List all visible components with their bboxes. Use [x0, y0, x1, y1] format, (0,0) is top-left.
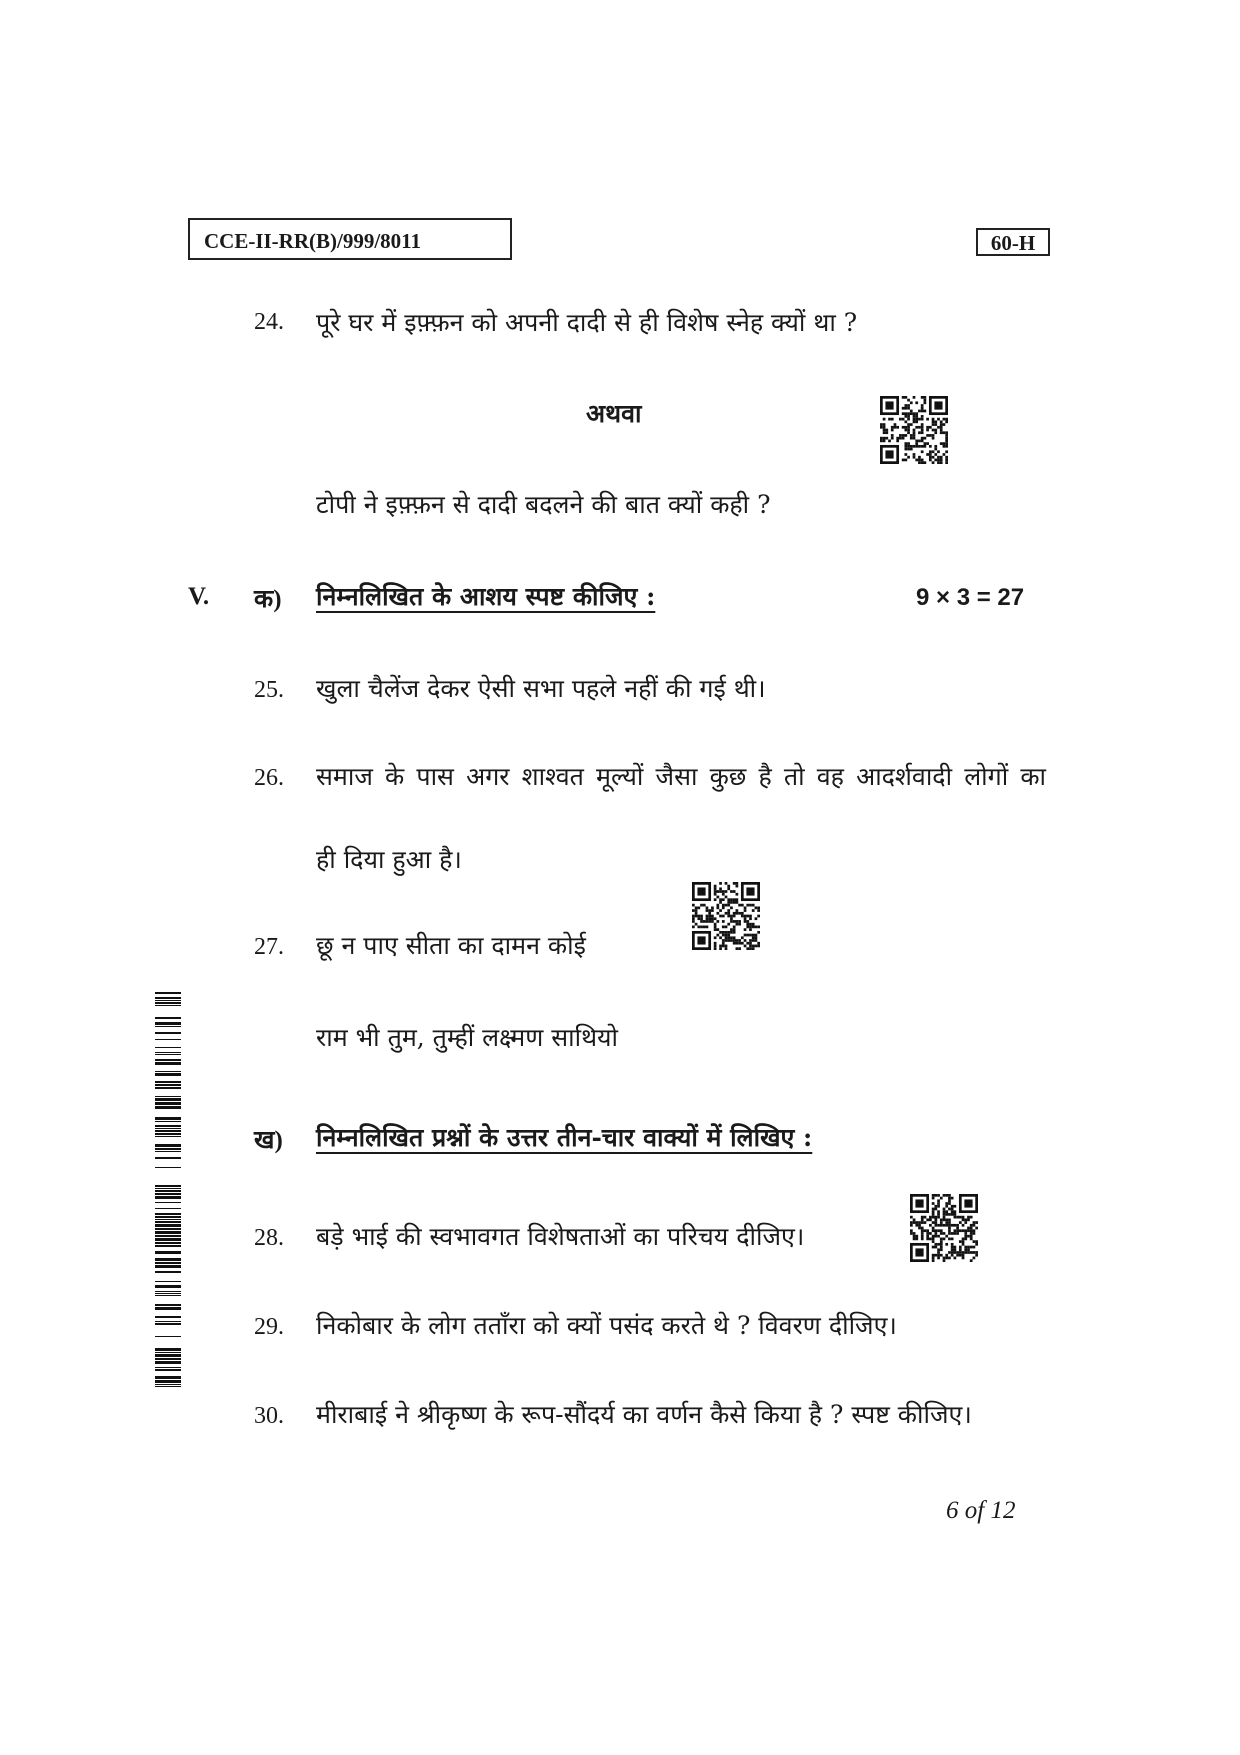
question-number: 29. — [254, 1314, 284, 1340]
part-a-label: क) — [254, 586, 282, 613]
qr-code-icon — [880, 396, 948, 464]
part-a-heading: निम्नलिखित के आशय स्पष्ट कीजिए : — [316, 582, 656, 611]
question-text: बड़े भाई की स्वभावगत विशेषताओं का परिचय दीजिए। — [316, 1222, 805, 1251]
page-number: 6 of 12 — [946, 1497, 1016, 1524]
question-text: खुला चैलेंज देकर ऐसी सभा पहले नहीं की गई थी। — [316, 674, 766, 703]
or-label: अथवा — [586, 399, 642, 428]
question-number: 30. — [254, 1403, 284, 1429]
question-text: निकोबार के लोग तताँरा को क्यों पसंद करते थे ? विवरण दीजिए। — [316, 1311, 897, 1340]
question-number: 27. — [254, 934, 284, 960]
question-text: छू न पाए सीता का दामन कोई — [316, 931, 586, 960]
paper-code: CCE-II-RR(B)/999/8011 — [188, 218, 512, 260]
question-text-continued: राम भी तुम, तुम्हीं लक्ष्मण साथियो — [316, 1023, 619, 1052]
section-number: V. — [188, 583, 210, 610]
part-b-heading: निम्नलिखित प्रश्नों के उत्तर तीन-चार वाक्यों में लिखिए : — [316, 1123, 813, 1152]
question-number: 26. — [254, 765, 284, 791]
question-text: पूरे घर में इफ़्फ़न को अपनी दादी से ही विशेष स्नेह क्यों था ? — [316, 308, 858, 337]
question-text: टोपी ने इफ़्फ़न से दादी बदलने की बात क्यों कही ? — [316, 490, 771, 519]
question-text: मीराबाई ने श्रीकृष्ण के रूप-सौंदर्य का वर्णन कैसे किया है ? स्पष्ट कीजिए। — [316, 1400, 972, 1429]
question-text: समाज के पास अगर शाश्वत मूल्यों जैसा कुछ है तो वह आदर्शवादी लोगों का — [316, 762, 1046, 791]
part-b-label: ख) — [254, 1127, 283, 1154]
version-code: 60-H — [976, 228, 1050, 256]
question-number: 24. — [254, 309, 284, 335]
qr-code-icon — [692, 882, 760, 950]
question-text-continued: ही दिया हुआ है। — [316, 845, 462, 874]
barcode-icon — [155, 992, 181, 1388]
marks: 9 × 3 = 27 — [916, 584, 1025, 611]
question-number: 25. — [254, 677, 284, 703]
qr-code-icon — [910, 1194, 978, 1262]
question-number: 28. — [254, 1225, 284, 1251]
